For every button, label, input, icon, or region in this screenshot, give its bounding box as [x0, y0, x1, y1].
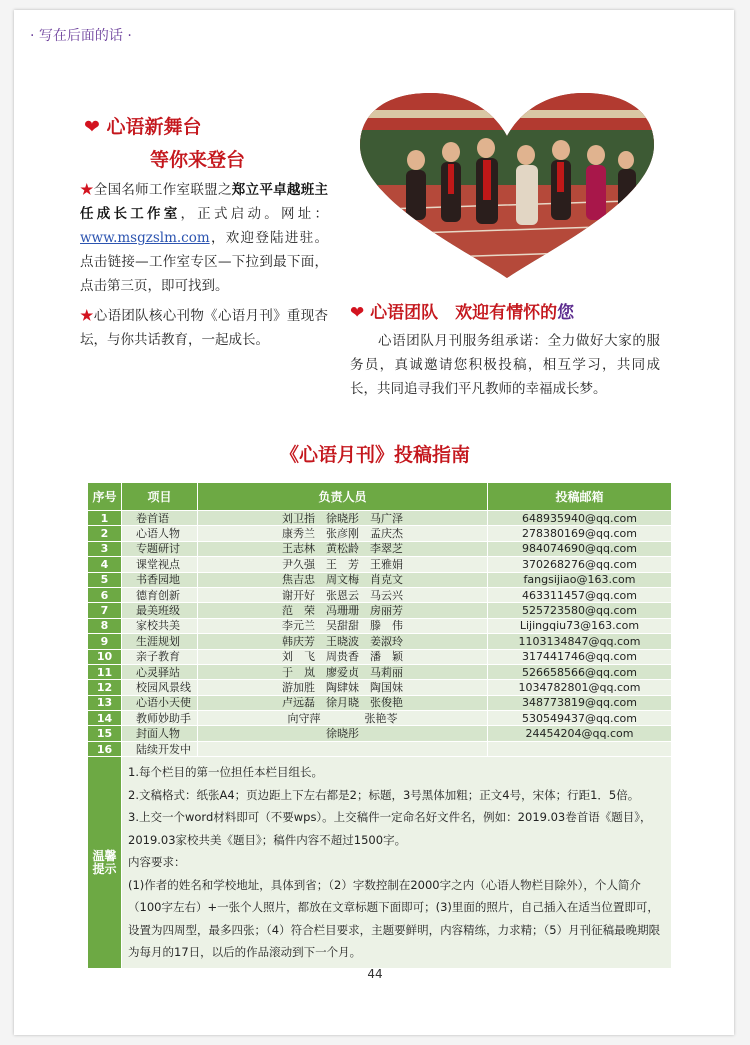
responsible-people: 刘卫指 徐晓彤 马广泽 [198, 511, 488, 526]
section-header: · 写在后面的话 · [30, 28, 132, 44]
left-paragraph-2: ★心语团队核心刊物《心语月刊》重现杏坛，与你共话教育，一起成长。 [80, 308, 329, 348]
page-number: 44 [367, 967, 383, 981]
submission-email: 317441746@qq.com [488, 649, 672, 664]
column-name: 德育创新 [122, 587, 198, 602]
submission-email: 526658566@qq.com [488, 664, 672, 679]
right-announcement [350, 298, 660, 401]
table-row [88, 603, 672, 618]
table-row [88, 618, 672, 633]
tip-line: 1.每个栏目的第一位担任本栏目组长。 [128, 765, 323, 780]
column-name: 专题研讨 [122, 541, 198, 556]
submission-email: 463311457@qq.com [488, 587, 672, 602]
responsible-people: 尹久强 王 芳 王雅娟 [198, 557, 488, 572]
tip-line: 2.文稿格式：纸张A4；页边距上下左右都是2；标题，3号黑体加粗；正文4号，宋体；行距1．5倍。 [128, 787, 640, 802]
star-icon: ★ [80, 182, 94, 198]
right-paragraph: 心语团队月刊服务组承诺：全力做好大家的服务员，真诚邀请您积极投稿，相互学习，共同成长，共同追寻我们平凡教师的幸福成长梦。 [350, 333, 660, 397]
column-name: 书香园地 [122, 572, 198, 587]
star-icon: ★ [80, 308, 94, 324]
column-name: 卷首语 [122, 511, 198, 526]
column-name: 生涯规划 [122, 634, 198, 649]
table-row [88, 695, 672, 710]
table-row [88, 511, 672, 526]
table-row [88, 541, 672, 556]
submission-email: Lijingqiu73@163.com [488, 618, 672, 633]
column-name: 教师妙助手 [122, 711, 198, 726]
row-number: 8 [88, 618, 122, 633]
row-number: 14 [88, 711, 122, 726]
tip-line: 内容要求： [128, 855, 186, 870]
row-number: 10 [88, 649, 122, 664]
responsible-people: 刘 飞 周贵香 潘 颖 [198, 649, 488, 664]
left-paragraph-1: ★全国名师工作室联盟之郑立平卓越班主任成长工作室，正式启动。网址：www.msgzslm.com，欢迎登陆进驻。点击链接—工作室专区—下拉到最下面，点击第三页，即可找到。 [80, 182, 329, 294]
responsible-people: 谢开好 张恩云 马云兴 [198, 587, 488, 602]
responsible-people: 康秀兰 张彦刚 孟庆杰 [198, 526, 488, 541]
heart-icon: ❤ [350, 303, 365, 323]
table-row [88, 572, 672, 587]
column-name: 心语人物 [122, 526, 198, 541]
table-row [88, 664, 672, 679]
column-name: 心语小天使 [122, 695, 198, 710]
right-title: ❤ 心语团队 欢迎有情怀的您 [350, 303, 575, 323]
submission-email: 525723580@qq.com [488, 603, 672, 618]
header-item: 项目 [122, 483, 198, 511]
submission-email: 1103134847@qq.com [488, 634, 672, 649]
responsible-people [198, 741, 488, 756]
row-number: 4 [88, 557, 122, 572]
row-number: 16 [88, 741, 122, 756]
submission-guide-title: 《心语月刊》投稿指南 [279, 444, 470, 466]
responsible-people: 李元兰 吴甜甜 滕 伟 [198, 618, 488, 633]
submission-email: 348773819@qq.com [488, 695, 672, 710]
row-number: 7 [88, 603, 122, 618]
tips-row [88, 757, 672, 969]
responsible-people: 于 岚 廖爱贞 马莉丽 [198, 664, 488, 679]
table-row [88, 526, 672, 541]
submission-guide-table [87, 482, 672, 969]
submission-email [488, 741, 672, 756]
left-title-line1 [84, 112, 328, 139]
row-number: 15 [88, 726, 122, 741]
tip-line: (1)作者的姓名和学校地址，具体到省；（2）字数控制在2000字之内（心语人物栏目除外），个人简介（100字左右）+一张个人照片，都放在文章标题下面即可；(3)里面的照片，自己插入在适当位置即可，设置为四周型，最多四张；（4）符合栏目要求，主题要鲜明，内容精练，力求精；（5）月刊征稿最晚期限为每月的17日，以后的作品滚动到下一个月。 [128, 877, 661, 960]
submission-email: 984074690@qq.com [488, 541, 672, 556]
submission-email: 1034782801@qq.com [488, 680, 672, 695]
responsible-people: 范 荣 冯珊珊 房丽芳 [198, 603, 488, 618]
responsible-people: 徐晓彤 [198, 726, 488, 741]
table-row [88, 557, 672, 572]
column-name: 课堂视点 [122, 557, 198, 572]
column-name: 家校共美 [122, 618, 198, 633]
column-name: 陆续开发中 [122, 741, 198, 756]
responsible-people: 韩庆芳 王晓波 姜淑玲 [198, 634, 488, 649]
column-name: 亲子教育 [122, 649, 198, 664]
table-header-row [88, 483, 672, 511]
row-number: 6 [88, 587, 122, 602]
row-number: 3 [88, 541, 122, 556]
responsible-people: 向守萍 张艳苓 [198, 711, 488, 726]
submission-email: 24454204@qq.com [488, 726, 672, 741]
row-number: 9 [88, 634, 122, 649]
row-number: 5 [88, 572, 122, 587]
row-number: 2 [88, 526, 122, 541]
column-name: 封面人物 [122, 726, 198, 741]
studio-name: 郑立平卓越班主任成长工作室 [80, 182, 329, 222]
responsible-people: 卢远磊 徐月晓 张俊艳 [198, 695, 488, 710]
heart-icon: ❤ [84, 116, 100, 138]
row-number: 13 [88, 695, 122, 710]
header-people: 负责人员 [198, 483, 488, 511]
row-number: 11 [88, 664, 122, 679]
header-email: 投稿邮箱 [488, 483, 672, 511]
column-name: 最美班级 [122, 603, 198, 618]
website-link[interactable]: www.msgzslm.com [80, 230, 210, 246]
heart-team-photo [356, 90, 658, 280]
table-row [88, 726, 672, 741]
responsible-people: 焦吉忠 周文梅 肖克文 [198, 572, 488, 587]
table-row [88, 711, 672, 726]
left-title-line2: 等你来登台 [150, 149, 246, 171]
tip-line: 3.上交一个word材料即可（不要wps）。上交稿件一定命名好文件名，例如：2019.03卷首语《题目》，2019.03家校共美《题目》；稿件内容不超过1500字。 [128, 810, 652, 847]
header-number: 序号 [88, 483, 122, 511]
tips-label: 温馨 提示 [88, 757, 122, 969]
responsible-people: 王志林 黄松龄 李翠芝 [198, 541, 488, 556]
left-title-text: 心语新舞台 [106, 116, 202, 138]
table-row [88, 680, 672, 695]
left-announcement [80, 112, 328, 352]
submission-email: 370268276@qq.com [488, 557, 672, 572]
column-name: 心灵驿站 [122, 664, 198, 679]
row-number: 1 [88, 511, 122, 526]
submission-email: 648935940@qq.com [488, 511, 672, 526]
table-row [88, 634, 672, 649]
submission-email: fangsijiao@163.com [488, 572, 672, 587]
row-number: 12 [88, 680, 122, 695]
column-name: 校园风景线 [122, 680, 198, 695]
submission-email: 530549437@qq.com [488, 711, 672, 726]
responsible-people: 游加胜 陶肆妹 陶国妹 [198, 680, 488, 695]
table-row [88, 587, 672, 602]
submission-email: 278380169@qq.com [488, 526, 672, 541]
tips-content [122, 757, 672, 969]
table-row [88, 741, 672, 756]
table-row [88, 649, 672, 664]
